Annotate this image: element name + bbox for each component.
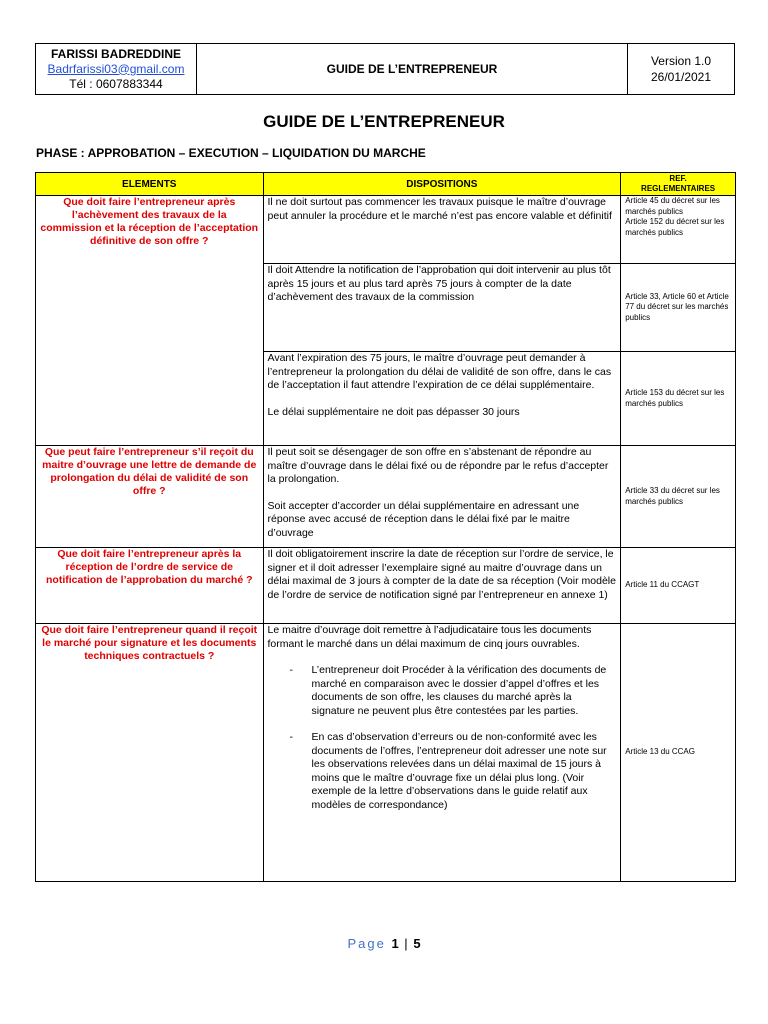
author-phone: Tél : 0607883344 — [69, 76, 163, 91]
document-header — [35, 43, 735, 95]
disposition-text: Avant l’expiration des 75 jours, le maître d’ouvrage peut demander à l’entrepreneur la prolongation du délai de validité de son offre, dans le cas de l’acceptation il faut attendre l’expiration de ce délai supplémentaire. — [267, 352, 612, 391]
disposition-text: Le maitre d’ouvrage doit remettre à l’adjudicataire tous les documents formant le marché dans un délai maximum de cinq jours ouvrables. — [267, 624, 592, 650]
list-item-text: En cas d’observation d’erreurs ou de non-conformité avec les documents de l’offres, l’entrepreneur doit adresser une note sur les observations relevées dans un délai maximal de 15 jours à moins que le maître d’ouvrage fixe un délai plus long. (Voir exemple de la lettre d’observations dans le guide relatif aux modèles de correspondance) — [311, 731, 607, 811]
list-item — [289, 664, 617, 718]
guide-table — [35, 172, 736, 882]
disposition-text: Il doit obligatoirement inscrire la date de réception sur l’ordre de service, le signer et il doit adresser l’exemplaire signé au maitre d’ouvrage dans un délai maximal de 3 jours à compter de la date de sa réception (Voir modèle de l’ordre de service de notification signé par l’entrepreneur en annexe 1) — [267, 548, 616, 601]
disposition-text: Il ne doit surtout pas commencer les travaux puisque le maître d’ouvrage peut annuler la procédure et le marché n’est pas encore valable et définitif — [267, 196, 612, 222]
header-ref — [621, 173, 736, 196]
table-row — [36, 548, 736, 624]
disposition-cell — [263, 548, 621, 624]
author-email-link[interactable]: Badrfarissi03@gmail.com — [47, 61, 185, 76]
version-label: Version 1.0 — [650, 54, 712, 68]
ref-cell: Article 33 du décret sur les marchés publics — [621, 446, 736, 548]
header-ref-line2: REGLEMENTAIRES — [641, 184, 716, 193]
disposition-list — [268, 664, 617, 812]
disposition-cell — [263, 196, 621, 264]
disposition-text: Le délai supplémentaire ne doit pas dépasser 30 jours — [267, 405, 520, 418]
table-row — [36, 446, 736, 548]
question-cell: Que doit faire l’entrepreneur après la réception de l’ordre de service de notification de l’approbation du marché ? — [36, 548, 264, 624]
list-item-text: L’entrepreneur doit Procéder à la vérification des documents de marché en comparaison avec le dossier d’appel d’offres et les documents de son offre, les clauses du marché après la signature ne peuvent plus être contestées par les parties. — [311, 664, 607, 717]
disposition-cell — [263, 446, 621, 548]
header-title: GUIDE DE L’ENTREPRENEUR — [197, 44, 628, 95]
ref-text: Article 152 du décret sur les marchés publics — [625, 217, 725, 237]
header-ref-line1: REF. — [669, 174, 687, 183]
table-header-row — [36, 173, 736, 196]
header-elements: ELEMENTS — [36, 173, 264, 196]
author-name: FARISSI BADREDDINE — [50, 46, 181, 61]
table-row — [36, 196, 736, 264]
disposition-cell — [263, 264, 621, 352]
disposition-cell — [263, 352, 621, 446]
version-date: 26/01/2021 — [650, 70, 712, 84]
document-title: GUIDE DE L’ENTREPRENEUR — [263, 112, 505, 131]
page-separator: | — [404, 936, 408, 951]
disposition-text: Il peut soit se désengager de son offre en s’abstenant de répondre au maître d’ouvrage dans le délai fixé ou de répondre par le refus d’accepter la prolongation. — [267, 446, 609, 485]
dash-bullet: - — [289, 731, 294, 743]
ref-text: Article 45 du décret sur les marchés publics — [625, 196, 720, 216]
version-block — [628, 44, 735, 95]
page-word: Page — [347, 936, 386, 951]
ref-cell: Article 13 du CCAG — [621, 624, 736, 882]
question-cell: Que doit faire l’entrepreneur quand il reçoit le marché pour signature et les documents techniques contractuels ? — [36, 624, 264, 882]
phase-heading: PHASE : APPROBATION – EXECUTION – LIQUIDATION DU MARCHE — [36, 146, 426, 160]
page-footer — [0, 936, 768, 951]
dash-bullet: - — [289, 664, 294, 676]
disposition-cell — [263, 624, 621, 882]
ref-cell — [621, 196, 736, 264]
header-dispositions: DISPOSITIONS — [263, 173, 621, 196]
disposition-text: Il doit Attendre la notification de l’approbation qui doit intervenir au plus tôt après 15 jours et au plus tard après 75 jours à compter de la date d’achèvement des travaux de la commission — [267, 264, 611, 303]
ref-cell: Article 153 du décret sur les marchés publics — [621, 352, 736, 446]
page-current: 1 — [391, 936, 399, 951]
question-cell: Que peut faire l’entrepreneur s’il reçoit du maitre d’ouvrage une lettre de demande de prolongation du délai de validité de son offre ? — [36, 446, 264, 548]
disposition-text: Soit accepter d’accorder un délai supplémentaire en adressant une réponse avec accusé de réception dans le délai fixé par le maitre d’ouvrage — [267, 499, 580, 539]
page-total: 5 — [413, 936, 421, 951]
author-block — [36, 44, 197, 95]
table-row — [36, 624, 736, 882]
question-cell: Que doit faire l’entrepreneur après l’achèvement des travaux de la commission et la réception de l’acceptation définitive de son offre ? — [36, 196, 264, 446]
ref-cell: Article 33, Article 60 et Article 77 du décret sur les marchés publics — [621, 264, 736, 352]
list-item — [289, 731, 617, 812]
ref-cell: Article 11 du CCAGT — [621, 548, 736, 624]
